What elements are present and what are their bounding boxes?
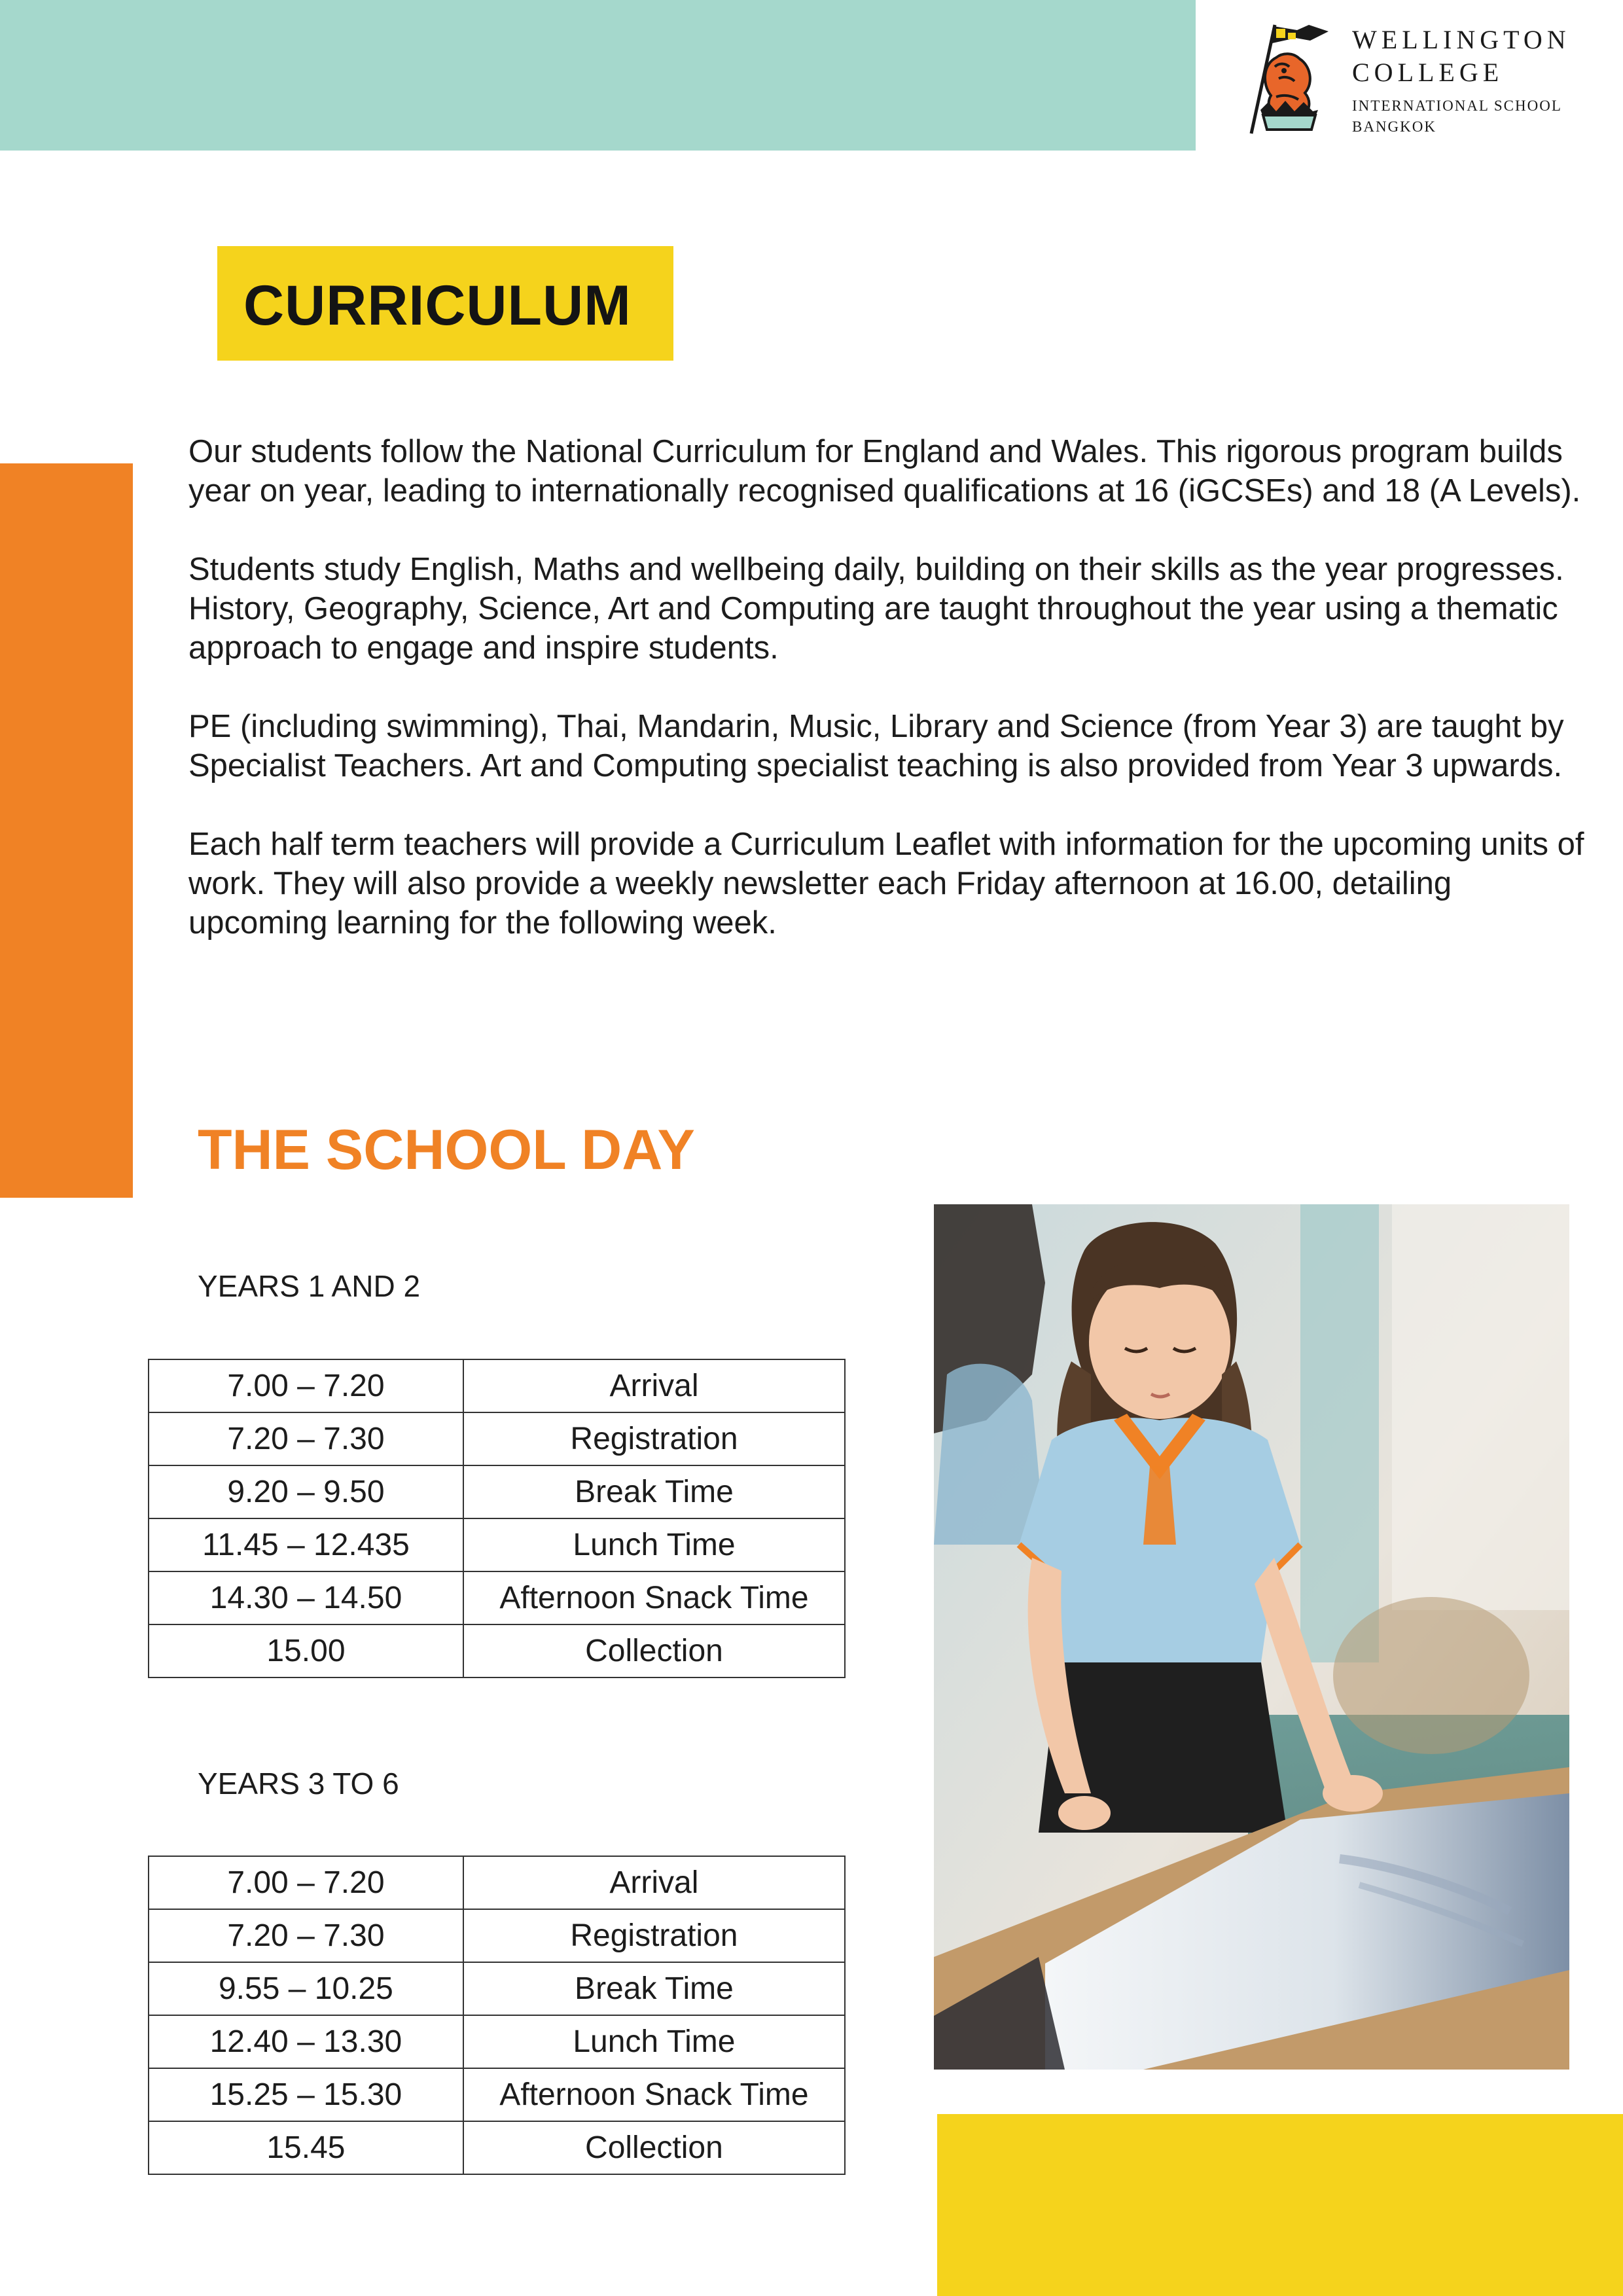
activity-cell: Afternoon Snack Time — [463, 1571, 845, 1624]
curriculum-title: CURRICULUM — [243, 274, 632, 337]
student-photo-illustration — [934, 1204, 1569, 2070]
table-row — [149, 1856, 845, 1909]
logo-sub-line2: BANGKOK — [1352, 118, 1436, 135]
logo-sub-line1: INTERNATIONAL SCHOOL — [1352, 98, 1562, 114]
activity-cell: Arrival — [463, 1359, 845, 1412]
time-cell: 11.45 – 12.435 — [149, 1518, 463, 1571]
time-cell: 12.40 – 13.30 — [149, 2015, 463, 2068]
schedule-label-years-1-2: YEARS 1 AND 2 — [198, 1269, 421, 1303]
activity-cell: Registration — [463, 1909, 845, 1962]
school-day-title: THE SCHOOL DAY — [198, 1119, 695, 1181]
header-teal-band — [0, 0, 1196, 151]
time-cell: 7.20 – 7.30 — [149, 1909, 463, 1962]
logo-school-name — [1352, 24, 1571, 89]
curriculum-paragraph: Our students follow the National Curriculum for England and Wales. This rigorous program builds year on year, leading to internationally recognised qualifications at 16 (iGCSEs) and 18 (A Levels). — [188, 434, 1581, 509]
time-cell: 9.20 – 9.50 — [149, 1465, 463, 1518]
activity-cell: Collection — [463, 1624, 845, 1677]
activity-cell: Lunch Time — [463, 1518, 845, 1571]
activity-cell: Lunch Time — [463, 2015, 845, 2068]
activity-cell: Break Time — [463, 1962, 845, 2015]
table-row — [149, 2068, 845, 2121]
schedule-table-years-1-2 — [148, 1359, 846, 1678]
schedule-table-years-3-6 — [148, 1856, 846, 2175]
time-cell: 15.25 – 15.30 — [149, 2068, 463, 2121]
logo-name-line2: COLLEGE — [1352, 58, 1504, 87]
table-row — [149, 1909, 845, 1962]
activity-cell: Registration — [463, 1412, 845, 1465]
table-row — [149, 1465, 845, 1518]
curriculum-title-badge — [217, 246, 673, 361]
side-orange-bar — [0, 463, 133, 1198]
schedule-label-years-3-6: YEARS 3 TO 6 — [198, 1767, 399, 1801]
table-row — [149, 1412, 845, 1465]
time-cell: 7.20 – 7.30 — [149, 1412, 463, 1465]
table-row — [149, 1359, 845, 1412]
table-row — [149, 2121, 845, 2174]
logo-name-line1: WELLINGTON — [1352, 25, 1571, 54]
table-row — [149, 2015, 845, 2068]
activity-cell: Break Time — [463, 1465, 845, 1518]
time-cell: 7.00 – 7.20 — [149, 1856, 463, 1909]
table-row — [149, 1571, 845, 1624]
activity-cell: Arrival — [463, 1856, 845, 1909]
curriculum-paragraph: PE (including swimming), Thai, Mandarin, Music, Library and Science (from Year 3) are taught by Specialist Teachers. Art and Computing specialist teaching is also provided from Year 3 upwards. — [188, 709, 1564, 783]
curriculum-paragraph: Students study English, Maths and wellbeing daily, building on their skills as the year progresses. History, Geography, Science, Art and Computing are taught throughout the year using a thematic approach to engage and inspire students. — [188, 552, 1564, 666]
student-photo — [934, 1204, 1569, 2070]
time-cell: 7.00 – 7.20 — [149, 1359, 463, 1412]
school-logo — [1237, 14, 1616, 145]
time-cell: 9.55 – 10.25 — [149, 1962, 463, 2015]
time-cell: 15.00 — [149, 1624, 463, 1677]
logo-subtitle — [1352, 96, 1562, 137]
footer-yellow-block — [937, 2114, 1623, 2296]
activity-cell: Collection — [463, 2121, 845, 2174]
activity-cell: Afternoon Snack Time — [463, 2068, 845, 2121]
crest-icon — [1237, 18, 1334, 136]
table-row — [149, 1962, 845, 2015]
time-cell: 15.45 — [149, 2121, 463, 2174]
curriculum-paragraph: Each half term teachers will provide a Curriculum Leaflet with information for the upcoming units of work. They will also provide a weekly newsletter each Friday afternoon at 16.00, detailing upcoming learning for the following week. — [188, 827, 1584, 941]
curriculum-body — [188, 432, 1596, 982]
time-cell: 14.30 – 14.50 — [149, 1571, 463, 1624]
table-row — [149, 1624, 845, 1677]
table-row — [149, 1518, 845, 1571]
